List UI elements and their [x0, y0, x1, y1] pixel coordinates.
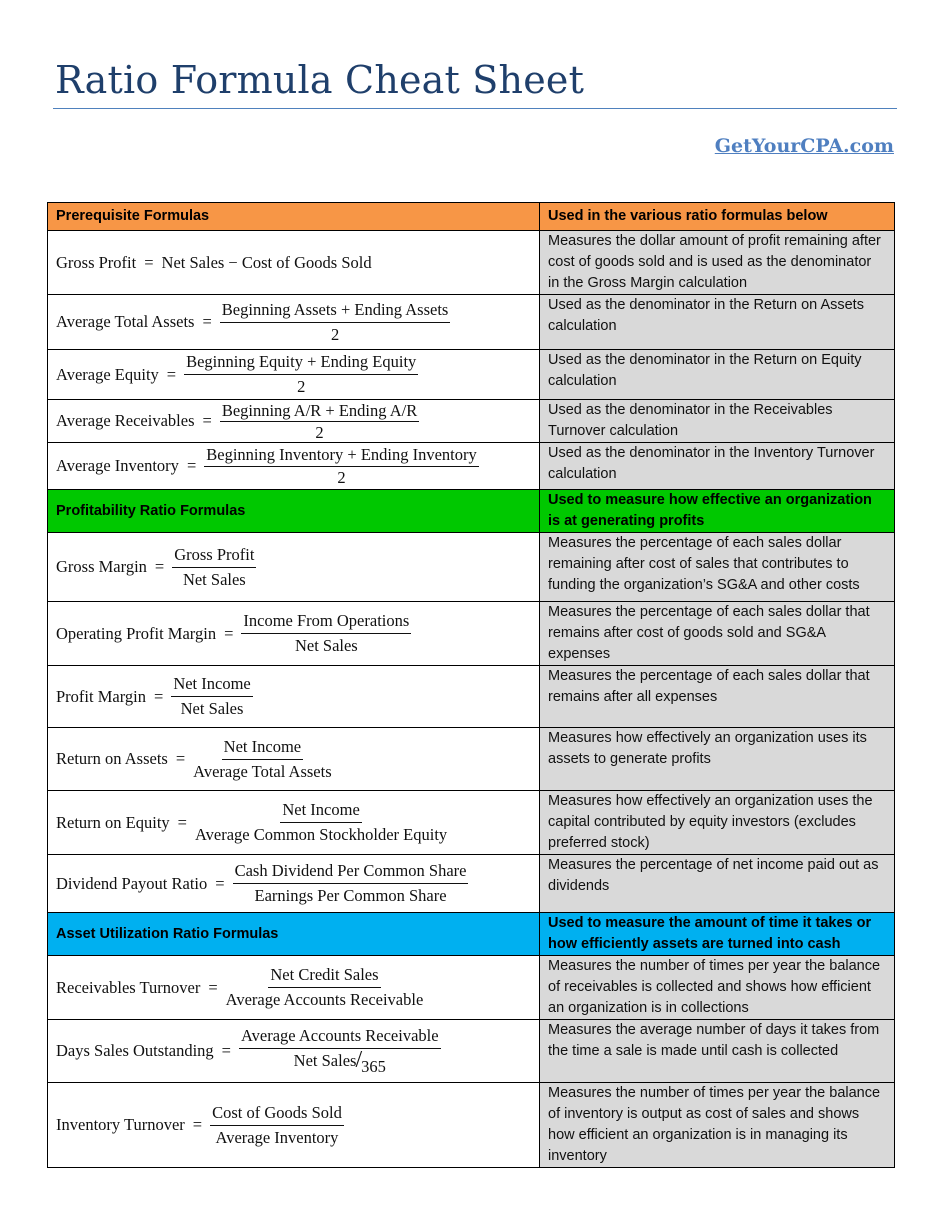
table-row: [48, 1020, 895, 1083]
formula: Average Equity = $\frac{\text{Beginning Equity + Ending Equity}}{2}$: [56, 352, 417, 396]
denominator: Average Accounts Receivable: [225, 990, 424, 1009]
table-row: [48, 728, 895, 791]
denominator: Average Common Stockholder Equity: [194, 825, 448, 844]
formula: Average Inventory = $\frac{\text{Beginning Inventory + Ending Inventory}}{2}$: [56, 444, 477, 487]
fraction: [233, 861, 469, 906]
table-row: [48, 791, 895, 855]
section-title: Asset Utilization Ratio Formulas: [48, 913, 540, 956]
formula-description: Measures the percentage of each sales dollar that remains after all expenses: [540, 666, 895, 728]
formula-lhs: Return on Assets: [56, 749, 168, 768]
denominator: 2: [315, 422, 324, 442]
denominator: Net Sales: [182, 569, 246, 589]
formula: Average Total Assets = $\frac{\text{Beginning Assets + Ending Assets}}{2}$: [56, 299, 449, 344]
title-divider: [53, 108, 897, 109]
numerator: Net Income: [280, 800, 361, 823]
fraction: [241, 611, 411, 656]
section-title: Profitability Ratio Formulas: [48, 490, 540, 533]
site-link[interactable]: GetYourCPA.com: [714, 135, 894, 157]
formula: Gross Margin = $\frac{\text{Gross Profit}}{\text{Net Sales}}$: [56, 544, 255, 589]
table-row: [48, 1083, 895, 1168]
formula-description: Measures the number of times per year the balance of receivables is collected and shows how efficient an organization is in collections: [540, 956, 895, 1020]
formula: Profit Margin = $\frac{\text{Net Income}}{\text{Net Sales}}$: [56, 674, 251, 718]
table-row: [48, 666, 895, 728]
formula-lhs: Return on Equity: [56, 812, 170, 832]
formula-lhs: Average Total Assets: [56, 312, 195, 331]
numerator: Net Credit Sales: [268, 965, 380, 988]
fraction: [210, 1103, 344, 1148]
numerator: Average Accounts Receivable: [239, 1026, 441, 1049]
denominator: Net Sales/365: [293, 1046, 386, 1076]
denominator-sales: Net Sales: [293, 1050, 357, 1070]
numerator: Beginning Equity + Ending Equity: [184, 352, 418, 375]
table-row: [48, 602, 895, 666]
formula-description: Measures the dollar amount of profit remaining after cost of goods sold and is used as the denominator in the Gross Margin calculation: [540, 231, 895, 295]
denominator: Average Inventory: [215, 1127, 339, 1147]
numerator: Income From Operations: [241, 611, 411, 634]
formula: Dividend Payout Ratio = $\frac{\text{Cash Dividend Per Common Share}}{\text{Earnings Per Common Share}}$: [56, 861, 467, 905]
denominator-days: 365: [361, 1056, 386, 1076]
formula: Return on Assets = $\frac{\text{Net Income}}{\text{Average Total Assets}}$: [56, 736, 332, 781]
denominator: Net Sales: [180, 699, 244, 718]
formula-description: Used as the denominator in the Return on Equity calculation: [540, 350, 895, 400]
numerator: Net Income: [171, 674, 252, 697]
table-row: [48, 400, 895, 443]
formula-lhs: Profit Margin: [56, 686, 146, 706]
numerator: Beginning Inventory + Ending Inventory: [204, 446, 479, 467]
formula: Days Sales Outstanding = $\frac{\text{Average Accounts Receivable}}{\text{Net Sales/365}}$: [56, 1025, 439, 1076]
formula-description: Measures the average number of days it takes from the time a sale is made until cash is collected: [540, 1020, 895, 1083]
table-row: [48, 855, 895, 913]
fraction: [193, 737, 331, 782]
denominator: 2: [337, 467, 346, 487]
numerator: Gross Profit: [172, 545, 256, 568]
formula-lhs: Gross Margin: [56, 557, 147, 576]
fraction: [220, 402, 419, 441]
denominator: 2: [297, 377, 306, 396]
formula-description: Measures the percentage of net income paid out as dividends: [540, 855, 895, 913]
numerator: Beginning Assets + Ending Assets: [220, 300, 451, 323]
fraction: [195, 800, 447, 845]
formula-rhs: Net Sales − Cost of Goods Sold: [161, 252, 372, 272]
section-title: Prerequisite Formulas: [48, 203, 540, 231]
section-subtitle: Used in the various ratio formulas below: [540, 203, 895, 231]
table-row: [48, 533, 895, 602]
table-row: [48, 350, 895, 400]
formula-lhs: Operating Profit Margin: [56, 623, 217, 643]
formula-lhs: Average Equity: [56, 364, 159, 384]
fraction: [171, 674, 252, 719]
section-subtitle: Used to measure how effective an organization is at generating profits: [540, 490, 895, 533]
formula-lhs: Gross Profit: [56, 252, 137, 272]
formula-lhs: Dividend Payout Ratio: [56, 873, 208, 893]
fraction: [239, 1026, 441, 1077]
table-row: [48, 443, 895, 490]
section-header-profitability: [48, 490, 895, 533]
numerator: Beginning A/R + Ending A/R: [221, 400, 418, 420]
formula-description: Measures how effectively an organization uses the capital contributed by equity investors (excludes preferred stock): [540, 791, 895, 855]
ratio-table: [47, 202, 895, 1168]
fraction: [204, 446, 479, 487]
formula-lhs: Average Inventory: [56, 456, 179, 475]
denominator: 2: [330, 324, 340, 344]
section-subtitle: Used to measure the amount of time it takes or how efficiently assets are turned into cash: [540, 913, 895, 956]
table-row: [48, 231, 895, 295]
formula: Gross Profit = Net Sales − Cost of Goods Sold: [56, 252, 372, 272]
formula-description: Used as the denominator in the Receivables Turnover calculation: [540, 400, 895, 443]
formula-lhs: Inventory Turnover: [56, 1115, 185, 1134]
formula-description: Used as the denominator in the Inventory Turnover calculation: [540, 443, 895, 490]
section-header-prerequisite: [48, 203, 895, 231]
denominator: Earnings Per Common Share: [254, 886, 447, 905]
formula-description: Measures how effectively an organization uses its assets to generate profits: [540, 728, 895, 791]
table-row: [48, 295, 895, 350]
formula-lhs: Average Receivables: [56, 411, 195, 430]
numerator: Cost of Goods Sold: [210, 1103, 344, 1126]
formula: Receivables Turnover = $\frac{\text{Net Credit Sales}}{\text{Average Accounts Receivable}}$: [56, 965, 424, 1009]
numerator: Net Income: [222, 737, 303, 760]
formula-lhs: Receivables Turnover: [56, 977, 201, 997]
denominator: Net Sales: [294, 636, 358, 655]
fraction: [226, 965, 424, 1010]
formula-description: Measures the percentage of each sales dollar that remains after cost of goods sold and SG&A expenses: [540, 602, 895, 666]
formula: Average Receivables = $\frac{\text{Beginning A/R + Ending A/R}}{2}$: [56, 400, 418, 442]
table-row: [48, 956, 895, 1020]
fraction: [220, 300, 451, 345]
fraction: [184, 352, 418, 397]
numerator: Cash Dividend Per Common Share: [233, 861, 469, 884]
formula-lhs: Days Sales Outstanding: [56, 1041, 214, 1060]
denominator: Average Total Assets: [193, 761, 332, 781]
formula: Return on Equity = $\frac{\text{Net Income}}{\text{Average Common Stockholder Equity}}$: [56, 800, 448, 844]
formula-description: Measures the percentage of each sales dollar remaining after cost of sales that contributes to funding the organization’s SG&A and other costs: [540, 533, 895, 602]
formula-description: Used as the denominator in the Return on Assets calculation: [540, 295, 895, 350]
page-title: Ratio Formula Cheat Sheet: [55, 58, 585, 102]
formula-description: Measures the number of times per year the balance of inventory is output as cost of sales and shows how efficient an organization is in managing its inventory: [540, 1083, 895, 1168]
formula: Operating Profit Margin = $\frac{\text{Income From Operations}}{\text{Net Sales}}$: [56, 611, 410, 655]
section-header-asset-utilization: [48, 913, 895, 956]
formula: Inventory Turnover = $\frac{\text{Cost of Goods Sold}}{\text{Average Inventory}}$: [56, 1102, 342, 1147]
fraction: [172, 545, 256, 590]
